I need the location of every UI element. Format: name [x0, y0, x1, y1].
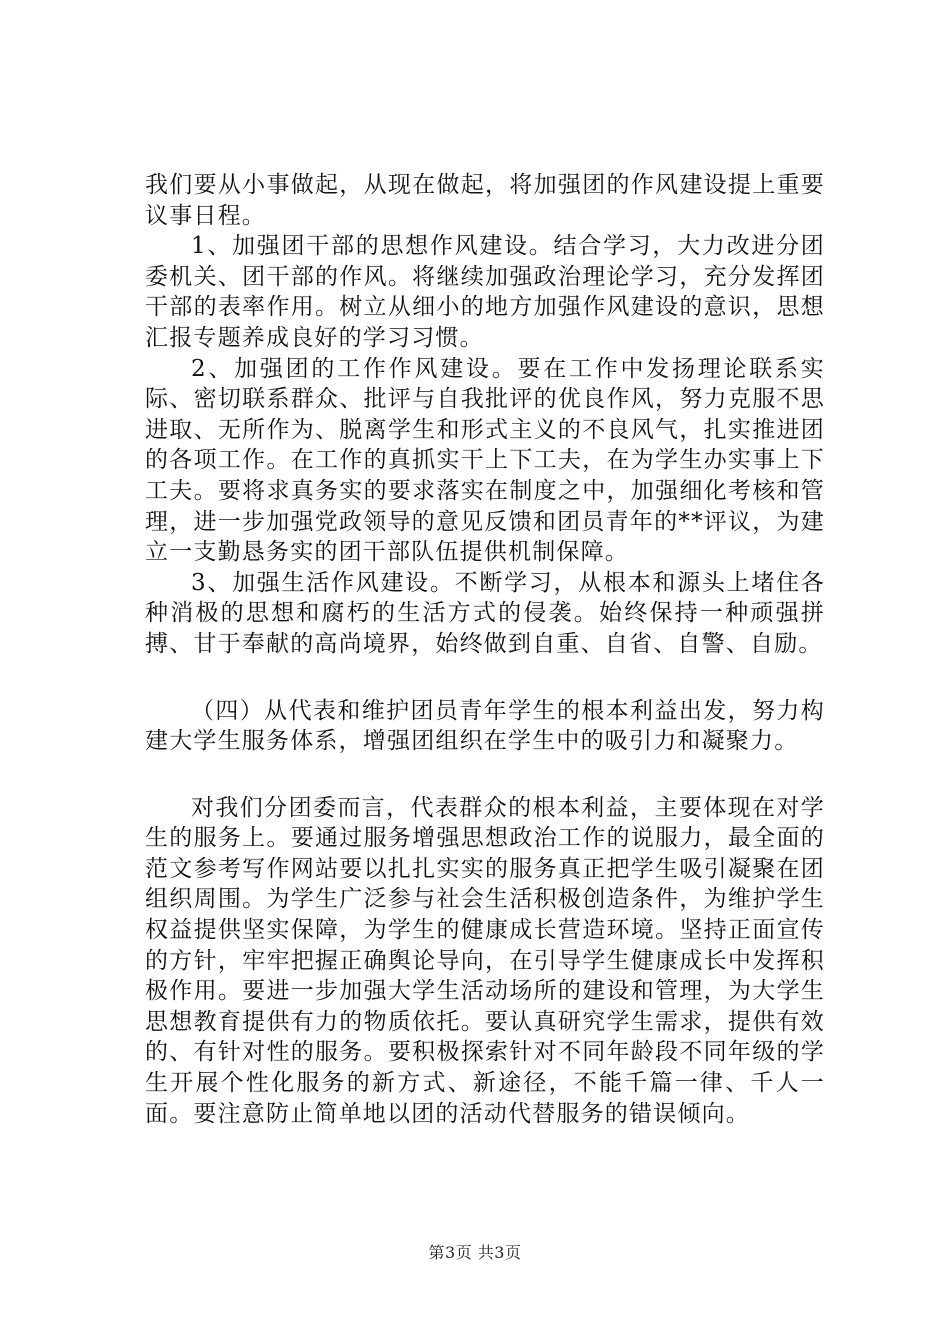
page-footer: 第3页 共3页 — [428, 1243, 522, 1262]
section-heading-4: （四）从代表和维护团员青年学生的根本利益出发，努力构建大学生服务体系，增强团组织在学生中的吸引力和凝聚力。 — [145, 697, 825, 755]
paragraph-item-3: 3、加强生活作风建设。不断学习，从根本和源头上堵住各种消极的思想和腐朽的生活方式的侵袭。始终保持一种顽强拼搏、甘于奉献的高尚境界，始终做到自重、自省、自警、自励。 — [145, 569, 825, 657]
paragraph-intro: 我们要从小事做起，从现在做起，将加强团的作风建设提上重要议事日程。 — [145, 172, 825, 229]
paragraph-item-1: 1、加强团干部的思想作风建设。结合学习，大力改进分团委机关、团干部的作风。将继续加强政治理论学习，充分发挥团干部的表率作用。树立从细小的地方加强作风建设的意识，思想汇报专题养成良好的学习习惯。 — [145, 233, 825, 351]
document-body — [145, 170, 825, 1129]
paragraph-item-2: 2、加强团的工作作风建设。要在工作中发扬理论联系实际、密切联系群众、批评与自我批评的优良作风，努力克服不思进取、无所作为、脱离学生和形式主义的不良风气，扎实推进团的各项工作。在工作的真抓实干上下工夫，在为学生办实事上下工夫。要将求真务实的要求落实在制度之中，加强细化考核和管理，进一步加强党政领导的意见反馈和团员青年的**评议，为建立一支勤恳务实的团干部队伍提供机制保障。 — [145, 355, 825, 566]
paragraph-section-4-body: 对我们分团委而言，代表群众的根本利益，主要体现在对学生的服务上。要通过服务增强思想政治工作的说服力，最全面的范文参考写作网站要以扎扎实实的服务真正把学生吸引凝聚在团组织周围。为学生广泛参与社会生活积极创造条件，为维护学生权益提供坚实保障，为学生的健康成长营造环境。坚持正面宣传的方针，牢牢把握正确舆论导向，在引导学生健康成长中发挥积极作用。要进一步加强大学生活动场所的建设和管理，为大学生思想教育提供有力的物质依托。要认真研究学生需求，提供有效的、有针对性的服务。要积极探索针对不同年龄段不同年级的学生开展个性化服务的新方式、新途径，不能千篇一律、千人一面。要注意防止简单地以团的活动代替服务的错误倾向。 — [145, 794, 825, 1127]
